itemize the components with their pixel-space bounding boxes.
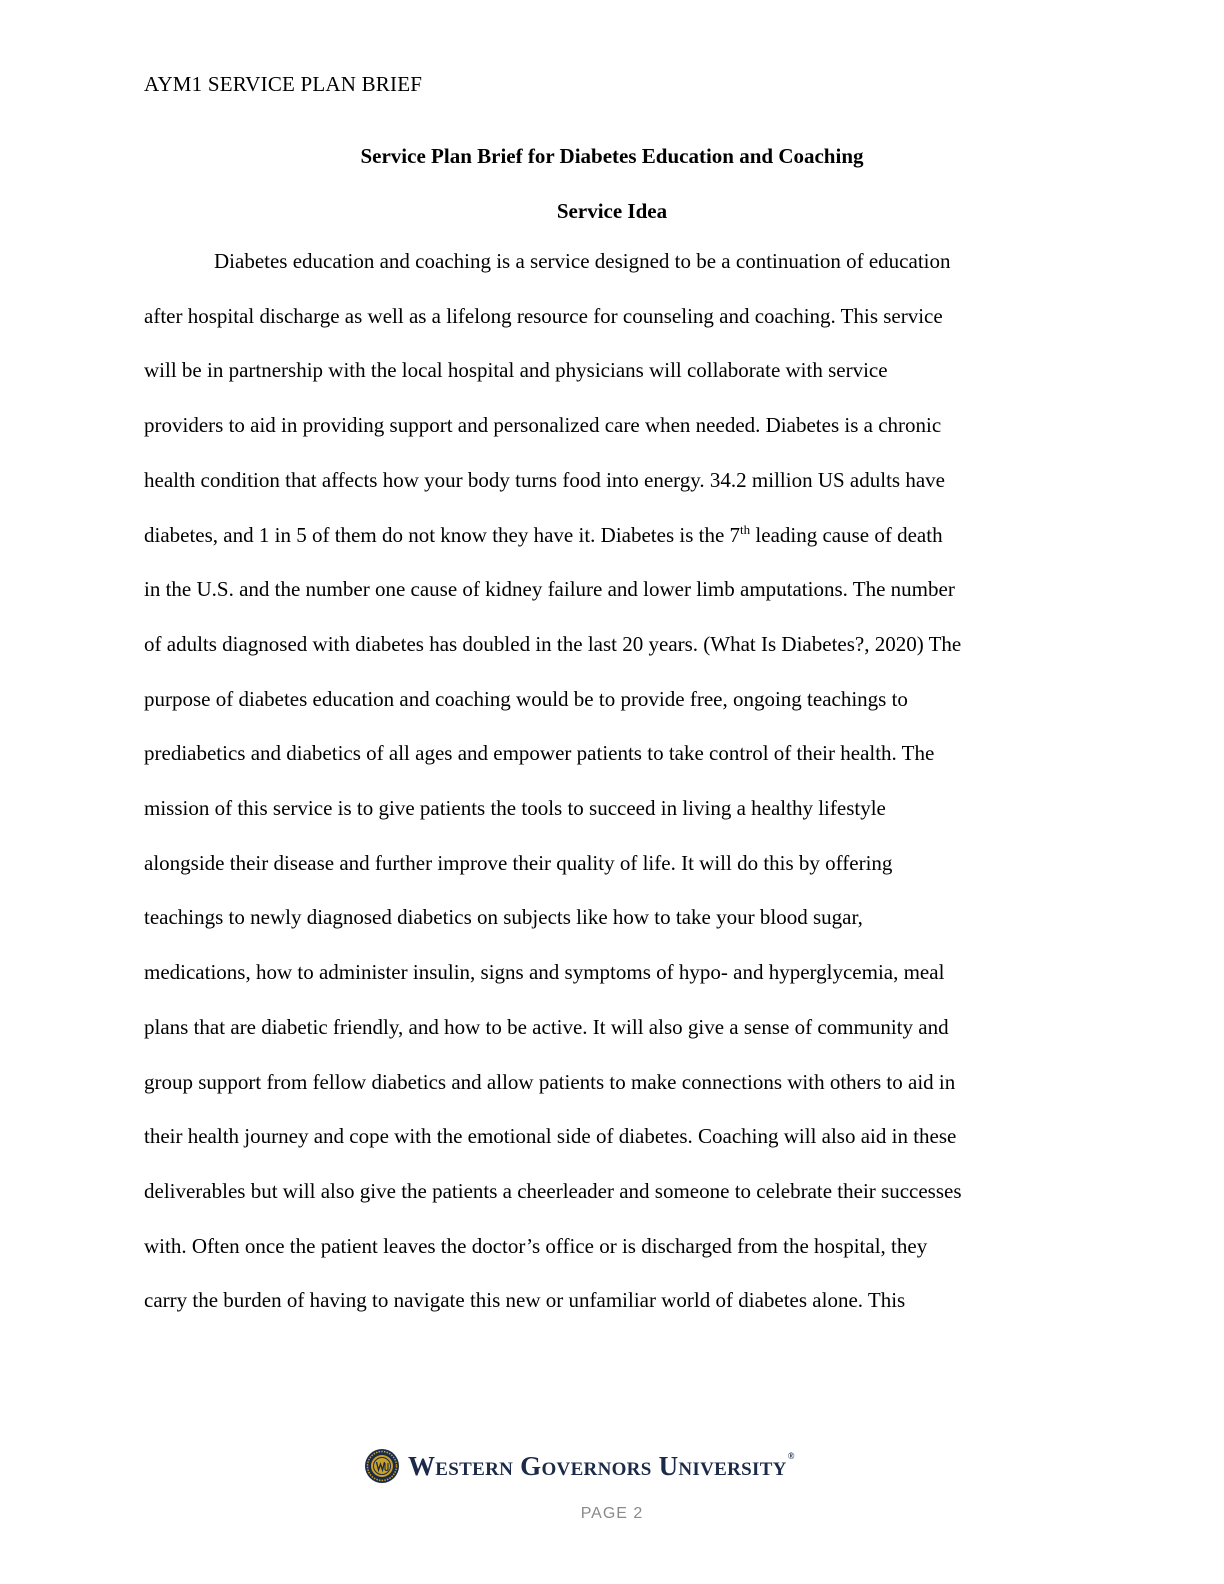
paragraph-line: will be in partnership with the local hospital and physicians will collaborate with service <box>144 358 888 383</box>
paragraph-line: in the U.S. and the number one cause of kidney failure and lower limb amputations. The number <box>144 577 955 602</box>
paragraph-line: their health journey and cope with the emotional side of diabetes. Coaching will also aid in these <box>144 1124 957 1149</box>
paragraph-line: plans that are diabetic friendly, and how to be active. It will also give a sense of community and <box>144 1014 949 1039</box>
wgu-seal-icon <box>364 1448 400 1484</box>
wordmark-text: Western Governors University <box>408 1450 787 1481</box>
paragraph-line: of adults diagnosed with diabetes has doubled in the last 20 years. (What Is Diabetes?, 2020) The <box>144 631 962 656</box>
paragraph-line: purpose of diabetes education and coaching would be to provide free, ongoing teachings to <box>144 686 908 711</box>
paragraph-line: Diabetes education and coaching is a service designed to be a continuation of education <box>214 249 951 273</box>
paragraph-line: after hospital discharge as well as a lifelong resource for counseling and coaching. This service <box>144 303 943 328</box>
superscript-ordinal: th <box>740 521 751 537</box>
paragraph-line: medications, how to administer insulin, signs and symptoms of hypo- and hyperglycemia, meal <box>144 960 945 985</box>
section-heading: Service Idea <box>556 199 668 223</box>
paragraph-line: prediabetics and diabetics of all ages and empower patients to take control of their health. The <box>144 741 935 766</box>
page-number: PAGE 2 <box>580 1505 644 1522</box>
paragraph-line: mission of this service is to give patients the tools to succeed in living a healthy lifestyle <box>144 796 886 821</box>
line-text: leading cause of death <box>750 522 943 547</box>
paragraph-line: deliverables but will also give the patients a cheerleader and someone to celebrate their successes <box>144 1178 962 1203</box>
paragraph-line: providers to aid in providing support and personalized care when needed. Diabetes is a chronic <box>144 413 942 438</box>
body-paragraph <box>144 234 1074 1328</box>
paragraph-line: teachings to newly diagnosed diabetics on subjects like how to take your blood sugar, <box>144 905 863 930</box>
paragraph-line: group support from fellow diabetics and allow patients to make connections with others to aid in <box>144 1069 956 1094</box>
paragraph-line: alongside their disease and further improve their quality of life. It will do this by offering <box>144 850 893 875</box>
paragraph-line: health condition that affects how your body turns food into energy. 34.2 million US adults have <box>144 467 945 492</box>
university-wordmark <box>408 1451 795 1482</box>
line-text: diabetes, and 1 in 5 of them do not know they have it. Diabetes is the 7 <box>144 522 741 547</box>
paragraph-line: with. Often once the patient leaves the doctor’s office or is discharged from the hospital, they <box>144 1233 928 1258</box>
trademark-mark: ® <box>787 1450 795 1461</box>
university-logo <box>364 1448 795 1484</box>
running-head: AYM1 SERVICE PLAN BRIEF <box>144 72 423 96</box>
paragraph-line <box>144 508 1074 563</box>
document-title: Service Plan Brief for Diabetes Education and Coaching <box>360 144 864 168</box>
paragraph-line: carry the burden of having to navigate this new or unfamiliar world of diabetes alone. This <box>144 1288 906 1313</box>
